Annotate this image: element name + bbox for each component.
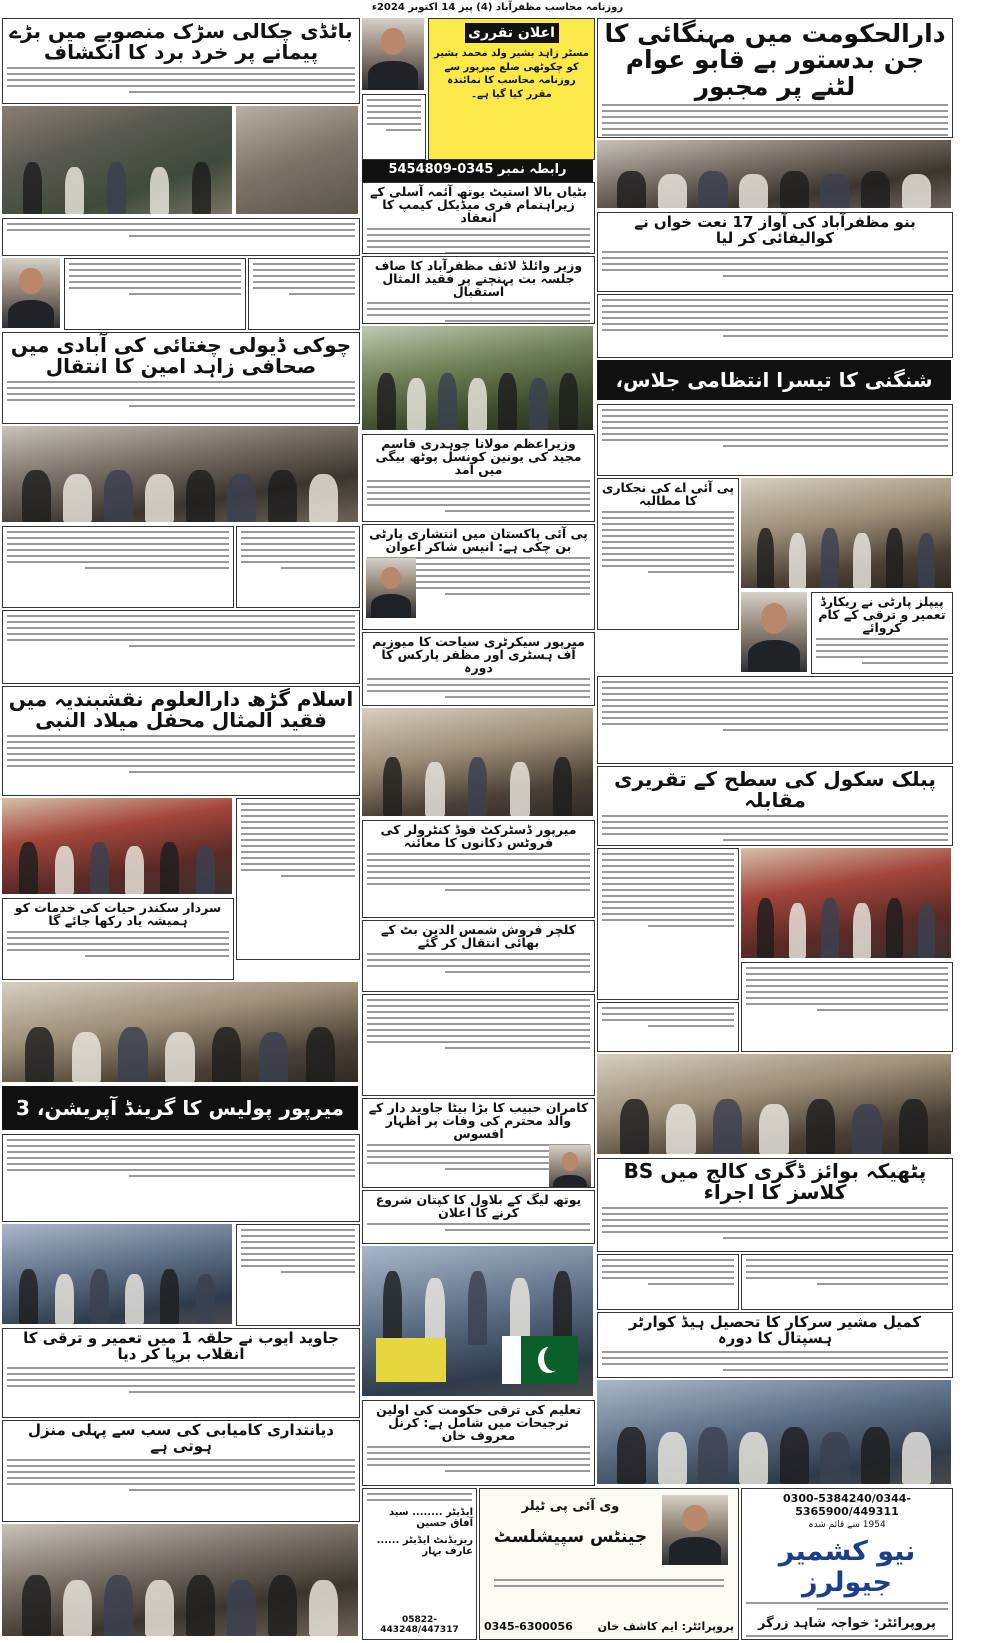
headline-bs-classes: پٹھیکہ بوائز ڈگری کالج میں BS کلاسز کا اجراء bbox=[623, 1159, 927, 1204]
story-honesty bbox=[2, 1420, 360, 1522]
headline-naat-khwan: بنو مظفرآباد کی آواز 17 نعت خواں نے کوالیفائی کر لیا bbox=[634, 213, 916, 247]
story-hospital-visit bbox=[597, 1312, 953, 1378]
story-column-r1 bbox=[597, 294, 953, 358]
pakistan-flag bbox=[502, 1336, 578, 1384]
notice-title: اعلان تقرری bbox=[465, 23, 559, 43]
portrait-left-1 bbox=[2, 258, 60, 328]
story-road-scam bbox=[2, 18, 360, 104]
story-column-m1 bbox=[362, 994, 595, 1096]
notice-phone: 0345-5454809 bbox=[388, 162, 494, 177]
editor-name: ایڈیٹر ........ سید آفاق حسین bbox=[388, 1507, 473, 1529]
story-condolence-2 bbox=[362, 1098, 595, 1188]
story-pia bbox=[597, 478, 739, 630]
story-column-r7 bbox=[741, 1254, 953, 1310]
headline-speech-contest: پبلک سکول کی سطح کے تقریری مقابلہ bbox=[614, 767, 936, 812]
ad-tailors bbox=[479, 1488, 739, 1640]
headline-journalist-death: چوکی ڈیولی چغتائی کی آبادی میں صحافی زاہد امین کا انتقال bbox=[10, 333, 352, 378]
photo-road-rubble bbox=[236, 106, 358, 214]
story-pm-visit bbox=[362, 434, 595, 522]
story-column-r2 bbox=[597, 676, 953, 764]
story-condolence-1 bbox=[362, 920, 595, 992]
jewellers-phones: 0300-5384240/0344-5365900/449311 bbox=[783, 1492, 911, 1518]
photo-museum bbox=[362, 708, 593, 816]
story-column-l1 bbox=[2, 218, 360, 256]
photo-road-site bbox=[2, 106, 232, 214]
photo-meeting-3 bbox=[2, 982, 358, 1082]
headline-condolence-1: کلچر فروش شمس الدین بٹ کے بھائی انتقال کر گئے bbox=[381, 922, 576, 951]
headline-honesty: دیانتداری کامیابی کی سب سے پہلی منزل ہوتی ہے bbox=[28, 1421, 334, 1455]
tailor-portrait bbox=[662, 1495, 728, 1565]
portrait-1 bbox=[741, 592, 807, 672]
story-inflation bbox=[597, 18, 953, 138]
headline-milad: اسلام گڑھ دارالعلوم نقشبندیہ میں فقید المثال محفل میلاد النبی bbox=[8, 687, 354, 732]
tailors-owner: پروپرائٹر: ایم کاشف خان bbox=[597, 1620, 734, 1633]
headline-museum-visit: میرپور سیکرٹری سیاحت کا میوزیم آف ہسٹری اور مظفر پارکس کا دورہ bbox=[372, 634, 585, 676]
jewellers-name: نیو کشمیر جیولرز bbox=[778, 1536, 916, 1598]
date-line: روزنامہ محاسب مظفرآباد (4) پیر 14 اکتوبر 2024ء bbox=[371, 1, 624, 13]
notice-phone-bar bbox=[362, 160, 593, 182]
condolence-portrait bbox=[549, 1145, 591, 1188]
resident-editor: ریزیڈنٹ ایڈیٹر ...... عارف بہار bbox=[376, 1535, 473, 1557]
headline-pm-visit: وزیراعظم مولانا چوہدری قاسم مجید کی یونین کونسل پوٹھ بیگی میں آمد bbox=[375, 436, 582, 478]
photo-milad bbox=[2, 798, 232, 894]
story-milad bbox=[2, 686, 360, 796]
headline-javed-ayub: جاوید ایوب نے حلقہ 1 میں تعمیر و ترقی کا انقلاب برپا کر دیا bbox=[23, 1329, 339, 1363]
story-column-l7 bbox=[236, 798, 360, 960]
headline-sikandar-hayat: سردار سکندر حیات کی خدمات کو ہمیشہ یاد رکھا جائے گا bbox=[14, 900, 222, 929]
story-police-body bbox=[2, 1134, 360, 1222]
headline-pia: پی آئی اے کی نجکاری کا مطالبہ bbox=[601, 480, 735, 509]
notice-side-text bbox=[362, 94, 426, 160]
headline-food-controller: میرپور ڈسٹرکٹ فوڈ کنٹرولر کی فروٹس دکانوں کا معائنہ bbox=[380, 822, 577, 851]
story-column-l2 bbox=[64, 258, 246, 330]
headline-education: تعلیم کی ترقی حکومت کی اولین ترجیحات میں شامل ہے: کرنل معروف خان bbox=[376, 1402, 581, 1444]
tailors-sub: جینٹس سپیشلسٹ bbox=[493, 1527, 648, 1547]
story-youth-league bbox=[362, 1190, 595, 1244]
story-medical-camp bbox=[362, 182, 595, 254]
story-journalist-death bbox=[2, 332, 360, 424]
headline-pti: پی آئی پاکستان میں انتشاری پارٹی بن چکی ہے: انیس شاکر اعوان bbox=[369, 526, 588, 555]
photo-gathering-4 bbox=[2, 1524, 358, 1636]
story-museum-visit bbox=[362, 632, 595, 706]
notice-contact-label: رابطہ نمبر bbox=[497, 162, 567, 177]
story-education bbox=[362, 1400, 595, 1486]
notice-appointment bbox=[428, 18, 595, 160]
story-column-l8 bbox=[236, 1224, 360, 1326]
headline-hospital-visit: کمیل مشیر سرکار کا تحصیل ہیڈ کوارٹر ہسپتال کا دورہ bbox=[628, 1313, 922, 1347]
story-column-l5 bbox=[236, 526, 360, 608]
photo-ribbon-cutting bbox=[741, 848, 951, 958]
story-wildlife-minister bbox=[362, 256, 595, 324]
headline-ppp: پیپلز پارٹی نے ریکارڈ تعمیر و ترقی کے کام کروائے bbox=[818, 594, 946, 636]
story-ppp bbox=[811, 592, 953, 674]
photo-gathering-2 bbox=[2, 426, 358, 522]
yellow-flag bbox=[376, 1338, 446, 1382]
headline-inflation: دارالحکومت میں مہنگائی کا جن بدستور بے قابو عوام لٹنے پر مجبور bbox=[604, 19, 946, 101]
jewellers-proprietor: پروپرائٹر: خواجہ شاہد زرگر bbox=[758, 1616, 936, 1631]
pti-portrait bbox=[366, 558, 416, 618]
headline-youth-league: یوتھ لیگ کے بلاول کا کپتان شروع کرنے کا اعلان bbox=[375, 1192, 582, 1221]
story-pti bbox=[362, 524, 595, 630]
headline-wildlife-minister: وزیر وائلڈ لائف مظفرآباد کا صاف جلسہ بت پہنچنے پر فقید المثال استقبال bbox=[374, 258, 583, 300]
story-shangani-body bbox=[597, 404, 953, 476]
story-column-l3 bbox=[248, 258, 360, 330]
story-column-r4 bbox=[741, 962, 953, 1052]
photo-hospital bbox=[597, 1380, 951, 1484]
tailors-name: وی آئی پی ٹیلر bbox=[521, 1499, 620, 1514]
photo-gathering-1 bbox=[597, 140, 951, 208]
notice-text: مسٹر زاہد بشیر ولد محمد بشیر کو چکوٹھی ضلع میرپور سے روزنامہ محاسب کا نمائندہ مقرر کیا گیا ہے۔ bbox=[434, 48, 589, 100]
ad-jewellers bbox=[741, 1488, 953, 1640]
headline-shangani: شنگنی کا تیسرا انتظامی جلاس، bbox=[597, 360, 951, 400]
story-javed-ayub bbox=[2, 1328, 360, 1418]
story-food-controller bbox=[362, 820, 595, 918]
story-column-r3 bbox=[597, 848, 739, 1000]
story-bs-classes bbox=[597, 1158, 953, 1252]
photo-police bbox=[2, 1224, 232, 1324]
notice-portrait bbox=[362, 18, 424, 90]
story-column-l6 bbox=[2, 610, 360, 684]
jewellers-est: 1954 سے قائم شدہ bbox=[808, 1520, 886, 1530]
headline-condolence-2: کامران حبیب کا بڑا بیٹا جاوید دار کے والد محترم کی وفات پر اظہار افسوس bbox=[368, 1100, 589, 1142]
headline-police-operation: میرپور پولیس کا گرینڈ آپریشن، 3 bbox=[2, 1086, 358, 1130]
photo-meeting-1 bbox=[741, 478, 951, 588]
editor-box bbox=[362, 1488, 477, 1640]
photo-sports-team bbox=[362, 1246, 593, 1396]
headline-medical-camp: بٹیاں بالا استیٹ یوتھ آئمہ آسلی کے زیراہتمام فری میڈیکل کیمپ کا انعقاد bbox=[370, 184, 587, 226]
story-sikandar-hayat bbox=[2, 898, 234, 980]
editor-phone: 05822-443248/447317 bbox=[380, 1615, 459, 1635]
photo-meeting-2 bbox=[597, 1054, 951, 1154]
story-column-r5 bbox=[597, 1002, 739, 1052]
story-speech-contest bbox=[597, 766, 953, 846]
photo-garland-welcome bbox=[362, 326, 593, 430]
story-naat-khwan bbox=[597, 212, 953, 292]
story-column-r6 bbox=[597, 1254, 739, 1310]
story-column-l4 bbox=[2, 526, 234, 608]
tailors-phone: 0345-6300056 bbox=[484, 1620, 573, 1633]
headline-road-scam: باٹڈی چکالی سڑک منصوبے میں بڑے پیمانے پر خرد برد کا انکشاف bbox=[9, 19, 353, 64]
